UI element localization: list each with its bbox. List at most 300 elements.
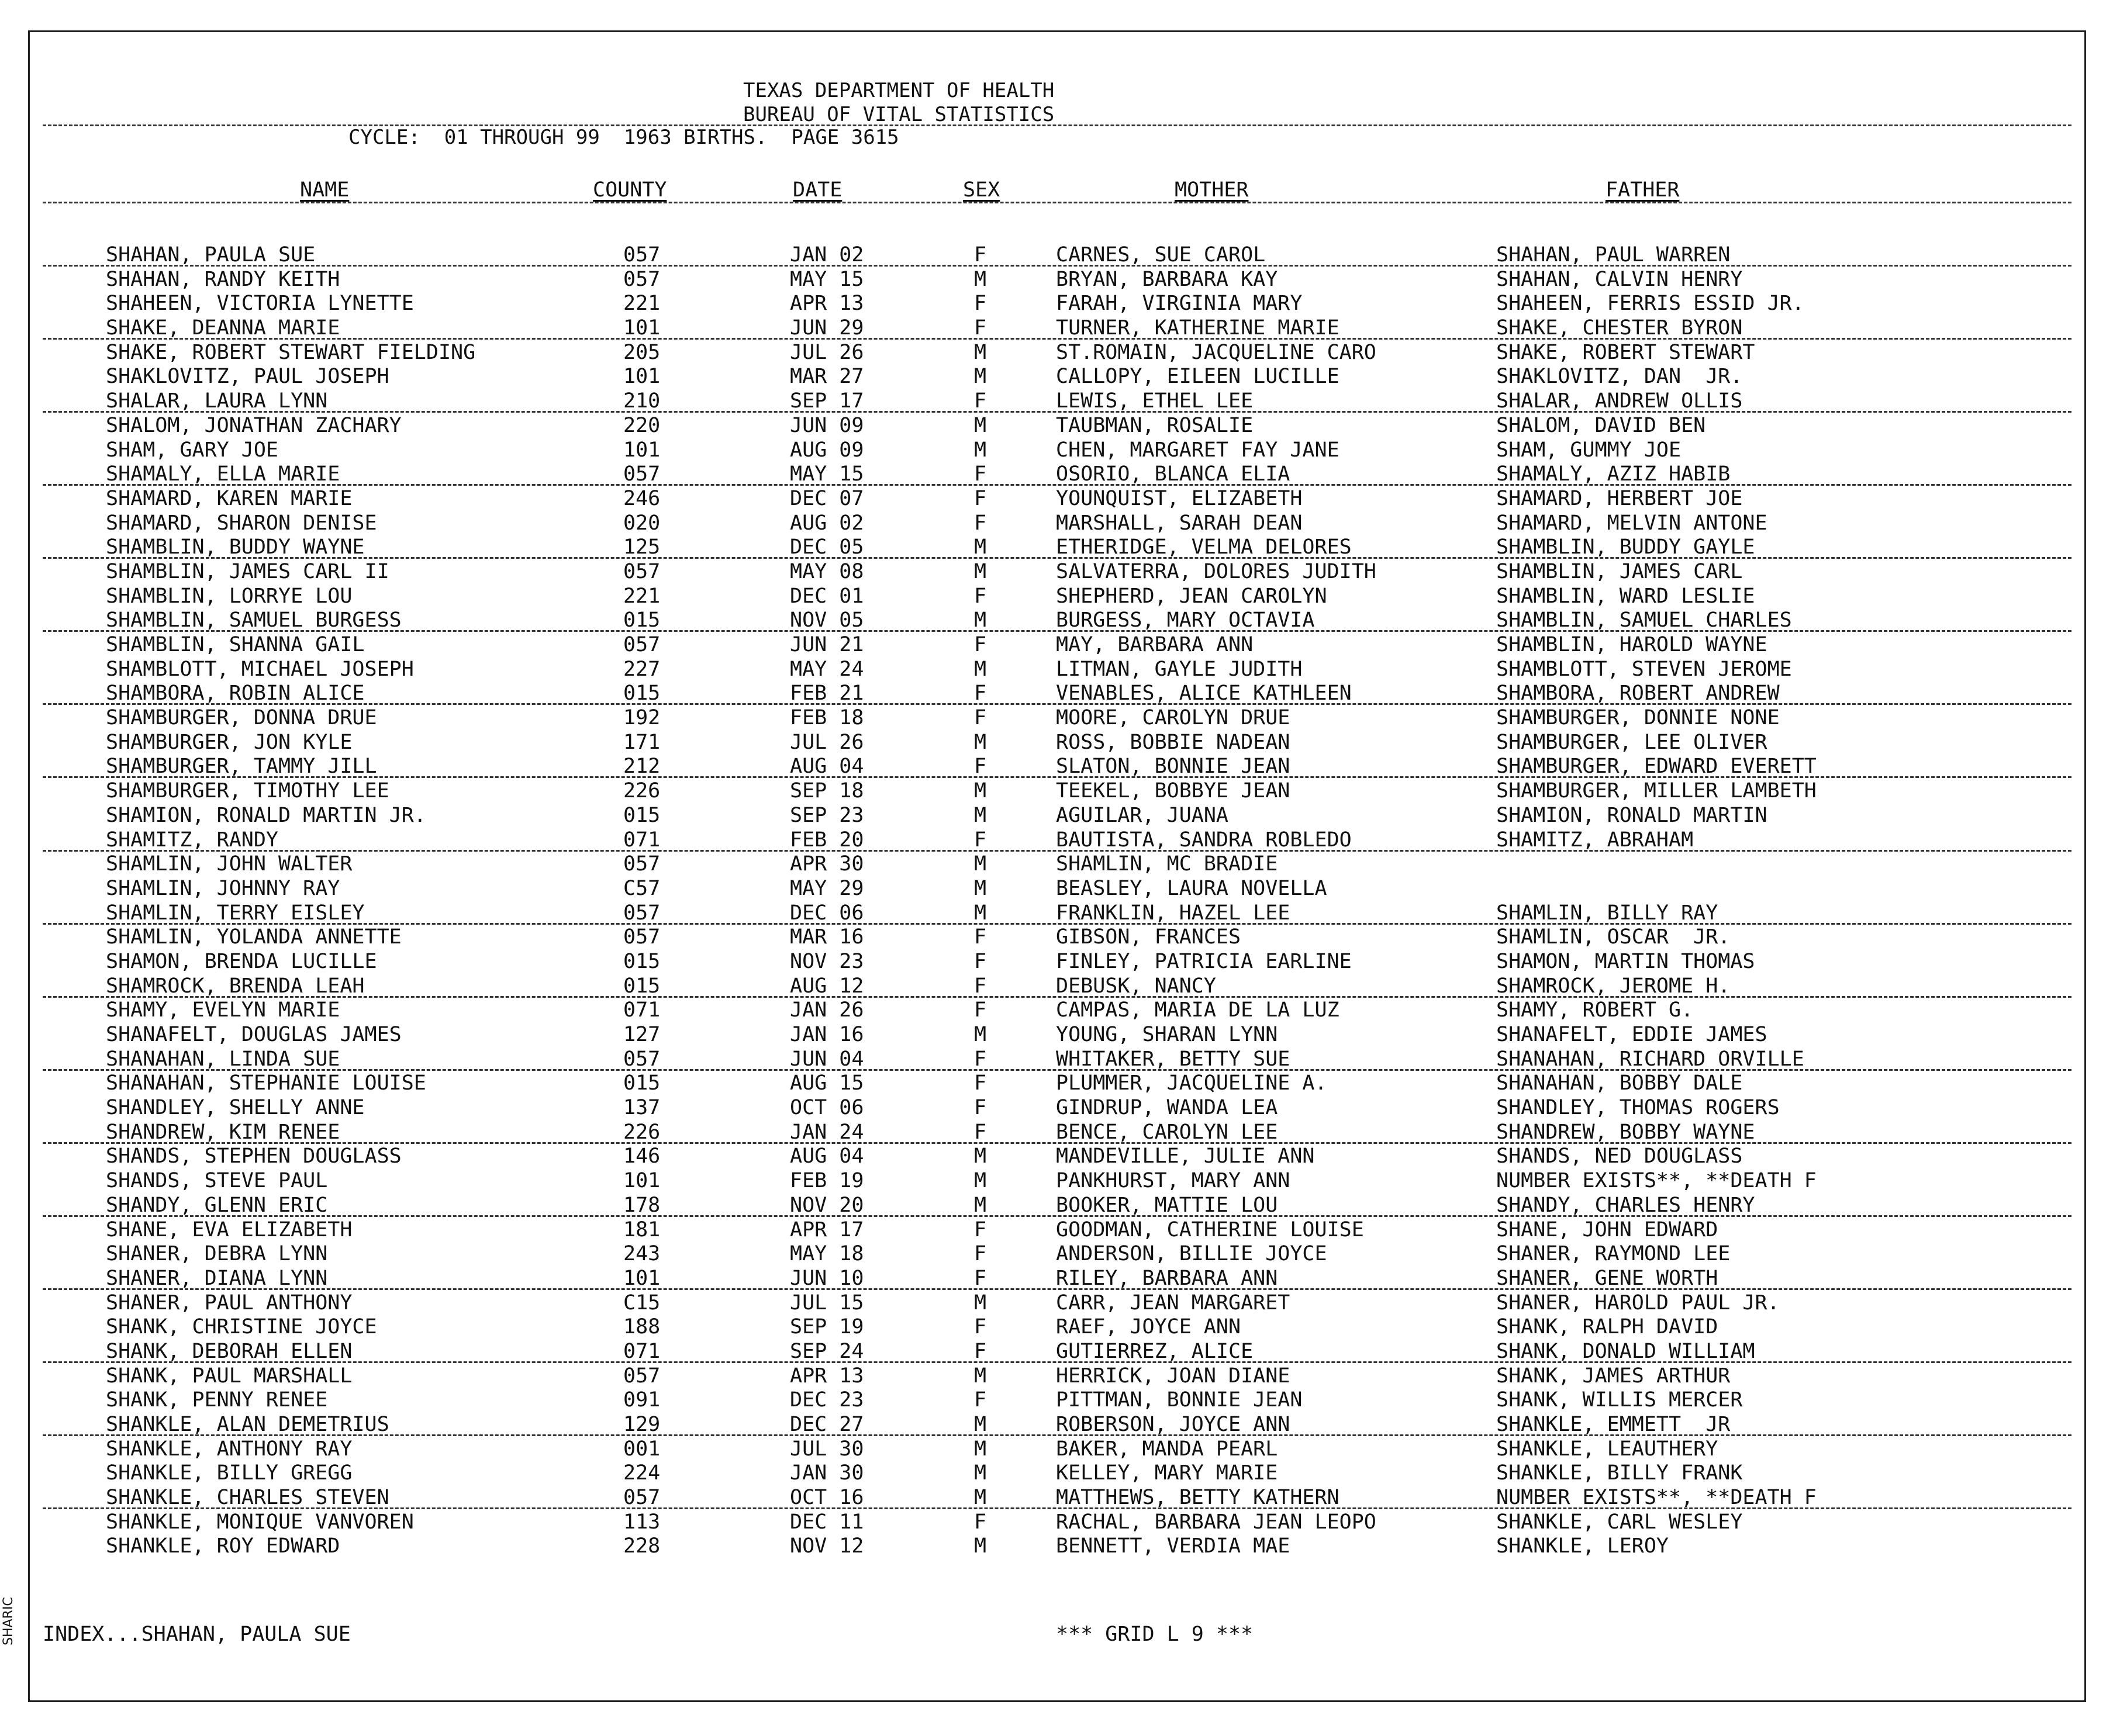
cell-father: SHAKE, ROBERT STEWART: [1496, 340, 1755, 364]
cell-mother: ROBERSON, JOYCE ANN: [1056, 1413, 1290, 1436]
cell-father: SHAMARD, HERBERT JOE: [1496, 486, 1743, 510]
cell-sex: M: [974, 1169, 987, 1193]
cell-mother: WHITAKER, BETTY SUE: [1056, 1047, 1290, 1071]
cell-name: SHAM, GARY JOE: [106, 438, 279, 462]
cell-name: SHAHAN, RANDY KEITH: [106, 267, 340, 291]
cell-name: SHAKE, ROBERT STEWART FIELDING: [106, 340, 476, 364]
cell-county: 226: [623, 1120, 661, 1144]
cell-name: SHANK, DEBORAH ELLEN: [106, 1339, 353, 1363]
table-row: [30, 511, 2088, 535]
cell-county: 127: [623, 1023, 661, 1046]
table-row: [30, 1510, 2088, 1534]
cell-mother: GUTIERREZ, ALICE: [1056, 1339, 1254, 1363]
cell-mother: CARNES, SUE CAROL: [1056, 243, 1266, 267]
cell-name: SHAMARD, SHARON DENISE: [106, 511, 377, 535]
cell-name: SHAMALY, ELLA MARIE: [106, 462, 340, 486]
cell-mother: DEBUSK, NANCY: [1056, 974, 1216, 998]
cell-county: 125: [623, 535, 661, 559]
cell-mother: ST.ROMAIN, JACQUELINE CARO: [1056, 340, 1376, 364]
cell-name: SHANDLEY, SHELLY ANNE: [106, 1096, 365, 1120]
cycle-line: CYCLE: 01 THROUGH 99 1963 BIRTHS. PAGE 3615: [348, 126, 899, 149]
cell-father: SHAMY, ROBERT G.: [1496, 998, 1694, 1022]
cell-sex: F: [974, 316, 987, 340]
cell-mother: RACHAL, BARBARA JEAN LEOPO: [1056, 1510, 1376, 1534]
grid-label: *** GRID L 9 ***: [1056, 1623, 1254, 1646]
cell-date: NOV 20: [790, 1193, 864, 1217]
table-row: [30, 706, 2088, 730]
cell-county: 205: [623, 340, 661, 364]
cell-county: 146: [623, 1144, 661, 1168]
col-header-sex: SEX: [963, 178, 1000, 202]
table-row: [30, 1291, 2088, 1315]
cell-name: SHAMLIN, TERRY EISLEY: [106, 901, 365, 925]
col-header-mother: MOTHER: [1175, 178, 1249, 202]
cell-name: SHAMBURGER, TAMMY JILL: [106, 755, 377, 779]
cell-mother: ANDERSON, BILLIE JOYCE: [1056, 1242, 1327, 1266]
cell-date: JUN 10: [790, 1266, 864, 1290]
cell-date: APR 30: [790, 852, 864, 876]
col-header-father: FATHER: [1606, 178, 1680, 202]
cell-county: 224: [623, 1461, 661, 1485]
cell-name: SHAMARD, KAREN MARIE: [106, 486, 353, 510]
col-header-name: NAME: [300, 178, 350, 202]
header-rule: [43, 125, 2071, 126]
table-row: [30, 413, 2088, 438]
cell-date: JAN 16: [790, 1023, 864, 1046]
cell-county: 101: [623, 365, 661, 389]
cell-father: SHAMROCK, JEROME H.: [1496, 974, 1731, 998]
cell-name: SHAMBLIN, LORRYE LOU: [106, 584, 353, 608]
cell-sex: M: [974, 1413, 987, 1436]
cell-county: 001: [623, 1437, 661, 1461]
table-row: [30, 974, 2088, 998]
cell-sex: F: [974, 755, 987, 779]
cell-mother: RAEF, JOYCE ANN: [1056, 1315, 1241, 1339]
table-row: [30, 1315, 2088, 1339]
cell-county: 192: [623, 706, 661, 730]
cell-name: SHANKLE, ANTHONY RAY: [106, 1437, 353, 1461]
cell-date: SEP 19: [790, 1315, 864, 1339]
cell-date: JUN 09: [790, 413, 864, 437]
cell-date: DEC 23: [790, 1388, 864, 1412]
cell-county: 057: [623, 1364, 661, 1388]
cell-county: 015: [623, 949, 661, 973]
col-header-county: COUNTY: [593, 178, 667, 202]
cell-father: SHALAR, ANDREW OLLIS: [1496, 389, 1743, 413]
cell-name: SHAMBLOTT, MICHAEL JOSEPH: [106, 657, 414, 681]
cell-mother: GINDRUP, WANDA LEA: [1056, 1096, 1278, 1120]
table-row: [30, 1266, 2088, 1291]
cell-father: SHANER, HAROLD PAUL JR.: [1496, 1291, 1780, 1315]
cell-father: SHAKLOVITZ, DAN JR.: [1496, 365, 1743, 389]
cell-father: SHAHEEN, FERRIS ESSID JR.: [1496, 292, 1804, 316]
cell-mother: BAUTISTA, SANDRA ROBLEDO: [1056, 828, 1352, 852]
cell-date: APR 17: [790, 1218, 864, 1242]
cell-county: 057: [623, 462, 661, 486]
cell-county: 015: [623, 1071, 661, 1095]
cell-date: JUL 30: [790, 1437, 864, 1461]
cell-sex: F: [974, 1242, 987, 1266]
cell-county: 221: [623, 292, 661, 316]
cell-county: 057: [623, 925, 661, 949]
cell-county: 212: [623, 755, 661, 779]
cell-date: FEB 20: [790, 828, 864, 852]
cell-mother: ETHERIDGE, VELMA DELORES: [1056, 535, 1352, 559]
cell-father: SHANDLEY, THOMAS ROGERS: [1496, 1096, 1780, 1120]
cell-county: 228: [623, 1534, 661, 1558]
cell-county: 015: [623, 608, 661, 632]
cell-father: SHAMBURGER, EDWARD EVERETT: [1496, 755, 1817, 779]
cell-sex: M: [974, 1486, 987, 1510]
cell-sex: M: [974, 1023, 987, 1046]
cell-sex: F: [974, 1071, 987, 1095]
cell-father: SHAKE, CHESTER BYRON: [1496, 316, 1743, 340]
cell-mother: PITTMAN, BONNIE JEAN: [1056, 1388, 1303, 1412]
cell-county: 101: [623, 1266, 661, 1290]
cell-county: 171: [623, 730, 661, 754]
cell-father: SHAMLIN, BILLY RAY: [1496, 901, 1718, 925]
cell-mother: GIBSON, FRANCES: [1056, 925, 1241, 949]
cell-mother: BEASLEY, LAURA NOVELLA: [1056, 876, 1327, 900]
cell-date: NOV 12: [790, 1534, 864, 1558]
cell-name: SHAMY, EVELYN MARIE: [106, 998, 340, 1022]
cell-date: DEC 11: [790, 1510, 864, 1534]
cell-father: SHAMLIN, OSCAR JR.: [1496, 925, 1731, 949]
cell-mother: SLATON, BONNIE JEAN: [1056, 755, 1290, 779]
cell-date: MAY 29: [790, 876, 864, 900]
index-label: INDEX...SHAHAN, PAULA SUE: [43, 1623, 351, 1646]
cell-date: AUG 02: [790, 511, 864, 535]
table-row: [30, 1412, 2088, 1437]
cell-county: C57: [623, 876, 661, 900]
cell-date: MAR 27: [790, 365, 864, 389]
table-row: [30, 779, 2088, 803]
cell-county: 246: [623, 486, 661, 510]
cell-name: SHAMON, BRENDA LUCILLE: [106, 949, 377, 973]
cell-name: SHANKLE, CHARLES STEVEN: [106, 1486, 389, 1510]
cell-name: SHANKLE, ALAN DEMETRIUS: [106, 1413, 389, 1436]
table-row: [30, 1168, 2088, 1193]
cell-mother: FRANKLIN, HAZEL LEE: [1056, 901, 1290, 925]
cell-name: SHAMBLIN, SHANNA GAIL: [106, 633, 365, 656]
table-row: [30, 1388, 2088, 1412]
cell-mother: ROSS, BOBBIE NADEAN: [1056, 730, 1290, 754]
cell-date: MAY 15: [790, 267, 864, 291]
cell-name: SHANER, PAUL ANTHONY: [106, 1291, 353, 1315]
cell-date: SEP 18: [790, 779, 864, 803]
table-row: [30, 1120, 2088, 1144]
cell-mother: HERRICK, JOAN DIANE: [1056, 1364, 1290, 1388]
table-row: [30, 754, 2088, 779]
cell-sex: F: [974, 828, 987, 852]
cell-county: 221: [623, 584, 661, 608]
cell-date: JUL 15: [790, 1291, 864, 1315]
cell-mother: LITMAN, GAYLE JUDITH: [1056, 657, 1303, 681]
cell-date: JAN 24: [790, 1120, 864, 1144]
cell-father: SHAMBLIN, SAMUEL CHARLES: [1496, 608, 1792, 632]
cell-mother: MARSHALL, SARAH DEAN: [1056, 511, 1303, 535]
cell-father: SHAHAN, PAUL WARREN: [1496, 243, 1731, 267]
cell-date: JUN 29: [790, 316, 864, 340]
table-row: [30, 1022, 2088, 1047]
cell-mother: CALLOPY, EILEEN LUCILLE: [1056, 365, 1339, 389]
cell-father: SHAMBLIN, JAMES CARL: [1496, 559, 1743, 583]
cell-name: SHAMITZ, RANDY: [106, 828, 279, 852]
cell-father: SHAMON, MARTIN THOMAS: [1496, 949, 1755, 973]
table-row: [30, 1461, 2088, 1485]
cell-father: SHAMITZ, ABRAHAM: [1496, 828, 1694, 852]
table-row: [30, 584, 2088, 608]
cell-sex: F: [974, 998, 987, 1022]
cell-mother: LEWIS, ETHEL LEE: [1056, 389, 1254, 413]
cell-mother: MATTHEWS, BETTY KATHERN: [1056, 1486, 1339, 1510]
cell-mother: OSORIO, BLANCA ELIA: [1056, 462, 1290, 486]
cell-mother: MANDEVILLE, JULIE ANN: [1056, 1144, 1315, 1168]
cell-sex: M: [974, 1144, 987, 1168]
cell-date: JAN 30: [790, 1461, 864, 1485]
cell-sex: M: [974, 901, 987, 925]
cell-name: SHAMBLIN, BUDDY WAYNE: [106, 535, 365, 559]
cell-sex: M: [974, 876, 987, 900]
cell-sex: M: [974, 365, 987, 389]
cell-county: 071: [623, 1339, 661, 1363]
cell-date: DEC 27: [790, 1413, 864, 1436]
cell-date: DEC 06: [790, 901, 864, 925]
cell-date: SEP 23: [790, 803, 864, 827]
cell-county: 101: [623, 438, 661, 462]
table-row: [30, 1437, 2088, 1461]
cell-county: 113: [623, 1510, 661, 1534]
cell-sex: M: [974, 608, 987, 632]
table-row: [30, 1047, 2088, 1071]
table-row: [30, 657, 2088, 682]
cell-date: MAY 24: [790, 657, 864, 681]
cell-county: 101: [623, 316, 661, 340]
cell-sex: M: [974, 852, 987, 876]
cell-mother: BOOKER, MATTIE LOU: [1056, 1193, 1278, 1217]
cell-name: SHALAR, LAURA LYNN: [106, 389, 328, 413]
table-row: [30, 535, 2088, 559]
cell-father: SHANDREW, BOBBY WAYNE: [1496, 1120, 1755, 1144]
cell-name: SHANAFELT, DOUGLAS JAMES: [106, 1023, 402, 1046]
cell-father: SHAMALY, AZIZ HABIB: [1496, 462, 1731, 486]
cell-mother: TAUBMAN, ROSALIE: [1056, 413, 1254, 437]
cell-mother: YOUNG, SHARAN LYNN: [1056, 1023, 1278, 1046]
cell-father: SHANDY, CHARLES HENRY: [1496, 1193, 1755, 1217]
cell-father: SHANE, JOHN EDWARD: [1496, 1218, 1718, 1242]
cell-name: SHALOM, JONATHAN ZACHARY: [106, 413, 402, 437]
cell-name: SHAMION, RONALD MARTIN JR.: [106, 803, 426, 827]
cell-date: AUG 04: [790, 755, 864, 779]
table-row: [30, 340, 2088, 365]
cell-sex: F: [974, 1218, 987, 1242]
cell-county: 057: [623, 1486, 661, 1510]
table-row: [30, 559, 2088, 584]
cell-date: JAN 02: [790, 243, 864, 267]
cell-name: SHAHAN, PAULA SUE: [106, 243, 316, 267]
table-row: [30, 291, 2088, 316]
cell-mother: SHEPHERD, JEAN CAROLYN: [1056, 584, 1327, 608]
cell-father: SHAMBORA, ROBERT ANDREW: [1496, 682, 1780, 706]
cell-date: MAR 16: [790, 925, 864, 949]
cell-date: JUL 26: [790, 730, 864, 754]
cell-sex: M: [974, 779, 987, 803]
cell-father: NUMBER EXISTS**, **DEATH F: [1496, 1486, 1817, 1510]
cell-county: 101: [623, 1169, 661, 1193]
col-header-date: DATE: [793, 178, 843, 202]
cell-mother: AGUILAR, JUANA: [1056, 803, 1229, 827]
cell-date: JUL 26: [790, 340, 864, 364]
cell-date: FEB 21: [790, 682, 864, 706]
cell-mother: TEEKEL, BOBBYE JEAN: [1056, 779, 1290, 803]
table-row: [30, 925, 2088, 949]
cell-sex: F: [974, 511, 987, 535]
table-row: [30, 243, 2088, 267]
cell-sex: F: [974, 292, 987, 316]
cell-county: 129: [623, 1413, 661, 1436]
cell-name: SHANKLE, ROY EDWARD: [106, 1534, 340, 1558]
cell-father: SHAMBLIN, WARD LESLIE: [1496, 584, 1755, 608]
table-row: [30, 1339, 2088, 1364]
table-row: [30, 438, 2088, 462]
cell-sex: F: [974, 1096, 987, 1120]
cell-father: SHANAFELT, EDDIE JAMES: [1496, 1023, 1767, 1046]
cell-sex: M: [974, 340, 987, 364]
cell-name: SHAMBURGER, TIMOTHY LEE: [106, 779, 389, 803]
cell-county: 015: [623, 974, 661, 998]
cell-name: SHAMLIN, JOHNNY RAY: [106, 876, 340, 900]
cell-sex: F: [974, 706, 987, 730]
cell-county: 210: [623, 389, 661, 413]
cell-sex: M: [974, 1534, 987, 1558]
cell-mother: MAY, BARBARA ANN: [1056, 633, 1254, 656]
table-row: [30, 1485, 2088, 1510]
cell-name: SHANAHAN, STEPHANIE LOUISE: [106, 1071, 426, 1095]
cell-name: SHAMBURGER, JON KYLE: [106, 730, 353, 754]
cell-mother: FARAH, VIRGINIA MARY: [1056, 292, 1303, 316]
cell-father: SHANKLE, CARL WESLEY: [1496, 1510, 1743, 1534]
cell-name: SHAHEEN, VICTORIA LYNETTE: [106, 292, 414, 316]
cell-county: 071: [623, 828, 661, 852]
table-row: [30, 828, 2088, 852]
cell-sex: F: [974, 389, 987, 413]
cell-sex: M: [974, 1437, 987, 1461]
cell-mother: RILEY, BARBARA ANN: [1056, 1266, 1278, 1290]
cell-name: SHANE, EVA ELIZABETH: [106, 1218, 353, 1242]
cell-sex: F: [974, 682, 987, 706]
cell-sex: F: [974, 925, 987, 949]
cell-county: 181: [623, 1218, 661, 1242]
cell-sex: F: [974, 949, 987, 973]
cell-sex: M: [974, 730, 987, 754]
cell-father: NUMBER EXISTS**, **DEATH F: [1496, 1169, 1817, 1193]
cell-father: SHAMION, RONALD MARTIN: [1496, 803, 1767, 827]
table-row: [30, 1144, 2088, 1168]
cell-sex: F: [974, 974, 987, 998]
cell-date: DEC 07: [790, 486, 864, 510]
table-row: [30, 852, 2088, 876]
cell-mother: TURNER, KATHERINE MARIE: [1056, 316, 1339, 340]
cell-name: SHANK, PENNY RENEE: [106, 1388, 328, 1412]
cell-name: SHANK, CHRISTINE JOYCE: [106, 1315, 377, 1339]
cell-county: 227: [623, 657, 661, 681]
cell-county: 137: [623, 1096, 661, 1120]
cell-sex: F: [974, 1120, 987, 1144]
table-row: [30, 1218, 2088, 1242]
cell-county: 057: [623, 1047, 661, 1071]
cell-county: 178: [623, 1193, 661, 1217]
cell-sex: M: [974, 1193, 987, 1217]
cell-father: SHALOM, DAVID BEN: [1496, 413, 1706, 437]
cell-name: SHANDY, GLENN ERIC: [106, 1193, 328, 1217]
cell-date: MAY 08: [790, 559, 864, 583]
cell-date: JUN 04: [790, 1047, 864, 1071]
cell-date: JAN 26: [790, 998, 864, 1022]
cell-father: SHANER, RAYMOND LEE: [1496, 1242, 1731, 1266]
cell-father: SHANK, JAMES ARTHUR: [1496, 1364, 1731, 1388]
cell-sex: F: [974, 486, 987, 510]
table-row: [30, 364, 2088, 389]
cell-county: 071: [623, 998, 661, 1022]
cell-county: 015: [623, 682, 661, 706]
cell-sex: F: [974, 1047, 987, 1071]
table-row: [30, 803, 2088, 828]
cell-name: SHAMROCK, BRENDA LEAH: [106, 974, 365, 998]
cell-county: 015: [623, 803, 661, 827]
page-frame: [28, 30, 2086, 1702]
cell-name: SHANKLE, MONIQUE VANVOREN: [106, 1510, 414, 1534]
cell-sex: M: [974, 535, 987, 559]
cell-county: 057: [623, 559, 661, 583]
cell-county: C15: [623, 1291, 661, 1315]
table-row: [30, 462, 2088, 486]
cell-sex: F: [974, 1266, 987, 1290]
cell-father: SHAMBLIN, HAROLD WAYNE: [1496, 633, 1767, 656]
table-row: [30, 949, 2088, 974]
cell-father: SHANKLE, LEROY: [1496, 1534, 1669, 1558]
cell-father: SHANKLE, EMMETT JR: [1496, 1413, 1731, 1436]
cell-father: SHANK, RALPH DAVID: [1496, 1315, 1718, 1339]
cell-mother: CARR, JEAN MARGARET: [1056, 1291, 1290, 1315]
table-row: [30, 1242, 2088, 1266]
cell-father: SHANKLE, BILLY FRANK: [1496, 1461, 1743, 1485]
cell-sex: M: [974, 1461, 987, 1485]
cell-sex: F: [974, 462, 987, 486]
cell-father: SHAHAN, CALVIN HENRY: [1496, 267, 1743, 291]
table-row: [30, 608, 2088, 632]
cell-mother: VENABLES, ALICE KATHLEEN: [1056, 682, 1352, 706]
cell-father: SHANAHAN, BOBBY DALE: [1496, 1071, 1743, 1095]
cell-date: MAY 15: [790, 462, 864, 486]
cell-county: 220: [623, 413, 661, 437]
cell-county: 020: [623, 511, 661, 535]
cell-mother: CHEN, MARGARET FAY JANE: [1056, 438, 1339, 462]
table-row: [30, 267, 2088, 292]
cell-date: APR 13: [790, 1364, 864, 1388]
cell-name: SHAMBLIN, SAMUEL BURGESS: [106, 608, 402, 632]
cell-mother: PLUMMER, JACQUELINE A.: [1056, 1071, 1327, 1095]
cell-sex: F: [974, 633, 987, 656]
cell-mother: FINLEY, PATRICIA EARLINE: [1056, 949, 1352, 973]
cell-name: SHANDS, STEPHEN DOUGLASS: [106, 1144, 402, 1168]
cell-county: 226: [623, 779, 661, 803]
records-table: [30, 243, 2088, 1558]
cell-father: SHAMARD, MELVIN ANTONE: [1496, 511, 1767, 535]
side-code: SHARIC: [1, 1597, 16, 1645]
cell-sex: M: [974, 657, 987, 681]
cell-father: SHANK, WILLIS MERCER: [1496, 1388, 1743, 1412]
cell-sex: M: [974, 267, 987, 291]
